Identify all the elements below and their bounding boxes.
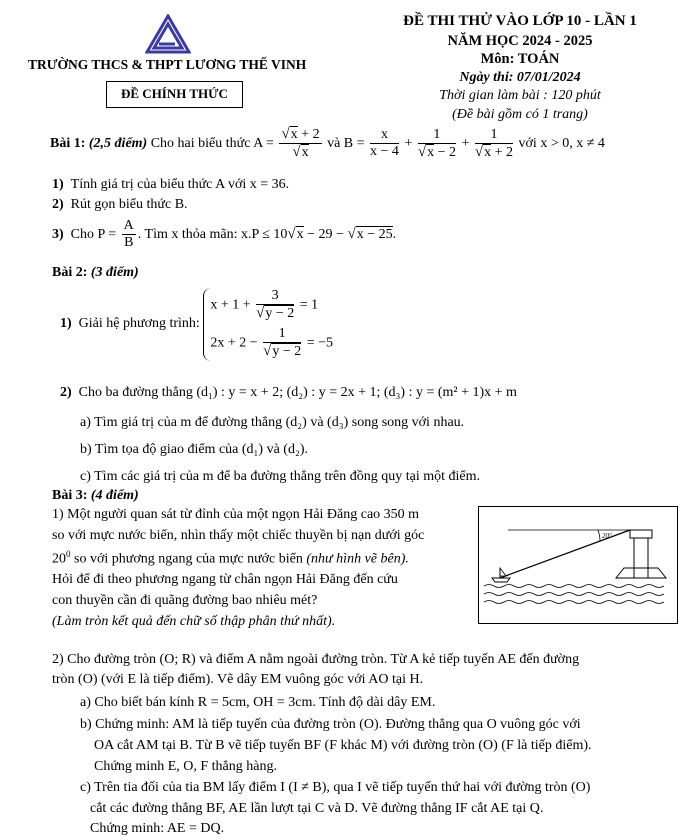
- bai1-intro: Cho hai biểu thức: [150, 135, 251, 151]
- expr-a-label: A =: [253, 135, 274, 151]
- bai3-head: Bài 3: (4 điểm): [52, 488, 139, 503]
- official-label: ĐỀ CHÍNH THỨC: [106, 81, 243, 108]
- bai2-q1: 1) Giải hệ phương trình: x + 1 + $\frac{3}{√y - 2}$ = 1 2x + 2 − $\frac{1}{√y - 2}$ = −5: [60, 288, 334, 360]
- expr-b-term3: $\frac{1}{√x + 2}$: [474, 126, 514, 160]
- exam-header: [360, 12, 680, 124]
- bai3-pc-line3: Chứng minh: AE = DQ.: [90, 821, 225, 836]
- bai2-qc: c) Tìm các giá trị của m để ba đường thẳng trên đồng quy tại một điểm.: [80, 469, 481, 484]
- school-year: NĂM HỌC 2024 - 2025: [447, 32, 593, 49]
- bai2-qa: a) Tìm giá trị của m để đường thẳng (d₂) và (d₃) song song với nhau.: [80, 415, 465, 430]
- bai1-q1: 1) Tính giá trị của biểu thức A với x = 36.: [52, 177, 290, 192]
- bai3-pb-line1: b) Chứng minh: AM là tiếp tuyến của đường tròn (O). Đường thẳng qua O vuông góc với: [80, 717, 581, 732]
- bai1-statement: Bài 1: (2,5 điểm) Cho hai biểu thức A = $\frac{√x + 2}{√x}$ và B = $\frac{x}{x - 4}$ + $\frac{1}{√x - 2}$ + $\frac{1}{√x + 2}$ với x > 0, x ≠ 4: [50, 126, 605, 161]
- expr-b-term2: $\frac{1}{√x - 2}$: [417, 126, 456, 160]
- bai3-p1-line5: con thuyền cần đi quãng đường bao nhiêu mét?: [52, 593, 318, 608]
- bai1-and: và: [327, 135, 341, 151]
- figure-angle-label: 20°: [602, 532, 612, 540]
- bai1-head: Bài 1:: [50, 135, 86, 151]
- bai3-pc-line2: cắt các đường thẳng BF, AE lần lượt tại C và D. Vẽ đường thẳng IF cắt AE tại Q.: [90, 801, 544, 816]
- bai3-pb-line3: Chứng minh E, O, F thẳng hàng.: [94, 759, 277, 774]
- equation-system: x + 1 + $\frac{3}{√y - 2}$ = 1 2x + 2 − $\frac{1}{√y - 2}$ = −5: [203, 288, 333, 361]
- bai2-q2: 2) Cho ba đường thẳng (d₁) : y = x + 2; (d₂) : y = 2x + 1; (d₃) : y = (m² + 1)x + m: [60, 385, 517, 400]
- bai3-pa: a) Cho biết bán kính R = 5cm, OH = 3cm. Tính độ dài dây EM.: [80, 695, 436, 710]
- duration: Thời gian làm bài : 120 phút: [439, 88, 601, 104]
- pages-note: (Đề bài gồm có 1 trang): [452, 106, 588, 122]
- bai3-p1-line1: 1) Một người quan sát từ đỉnh của một ngọn Hải Đăng cao 350 m: [52, 507, 420, 522]
- exam-date: Ngày thi: 07/01/2024: [459, 70, 581, 86]
- bai1-q3: 3) Cho P = $\frac{A}{B}$ . Tìm x thỏa mãn: x.P ≤ 10√x − 29 − √x − 25.: [52, 218, 397, 251]
- school-logo: [145, 14, 191, 54]
- bai1-q2: 2) Rút gọn biểu thức B.: [52, 197, 188, 212]
- bai1-condition: với x > 0, x ≠ 4: [518, 135, 605, 151]
- bai1-points: (2,5 điểm): [88, 135, 148, 151]
- bai3-p2-line1: 2) Cho đường tròn (O; R) và điểm A nằm ngoài đường tròn. Từ A kẻ tiếp tuyến AE đến đường: [52, 652, 580, 667]
- bai2-qb: b) Tìm tọa độ giao điểm của (d₁) và (d₂).: [80, 442, 308, 457]
- bai3-p1-line4: Hỏi để đi theo phương ngang từ chân ngọn Hải Đăng đến cứu: [52, 572, 398, 587]
- bai3-pc-line1: c) Trên tia đối của tia BM lấy điểm I (I ≠ B), qua I vẽ tiếp tuyến thứ hai với đường tròn (O): [80, 780, 591, 795]
- expr-a: $\frac{√x + 2}{√x}$: [281, 126, 320, 161]
- bai3-p2-line2: tròn (O) (với E là tiếp điểm). Vẽ dây EM vuông góc với AO tại H.: [52, 672, 424, 687]
- expr-b-label: B =: [343, 135, 365, 151]
- lighthouse-figure: [478, 506, 678, 624]
- school-name: TRƯỜNG THCS & THPT LƯƠNG THẾ VINH: [28, 57, 307, 72]
- bai3-pb-line2: OA cắt AM tại B. Từ B vẽ tiếp tuyến BF (F khác M) với đường tròn (O) (F là tiếp điểm).: [94, 738, 592, 753]
- bai3-p1-line2: so với mực nước biển, nhìn thấy một chiếc thuyền bị nạn dưới góc: [52, 528, 425, 543]
- expr-b-term1: $\frac{x}{x - 4}$: [370, 127, 399, 160]
- bai2-head: Bài 2: (3 điểm): [52, 265, 139, 280]
- bai3-p1-line3: $20^0$ so với phương ngang của mực nước biển (như hình vẽ bên).: [52, 549, 409, 567]
- exam-title: ĐỀ THI THỬ VÀO LỚP 10 - LẦN 1: [403, 13, 637, 29]
- subject: Môn: TOÁN: [480, 51, 560, 68]
- bai3-p1-line6: (Làm tròn kết quả đến chữ số thập phân thứ nhất).: [52, 614, 336, 629]
